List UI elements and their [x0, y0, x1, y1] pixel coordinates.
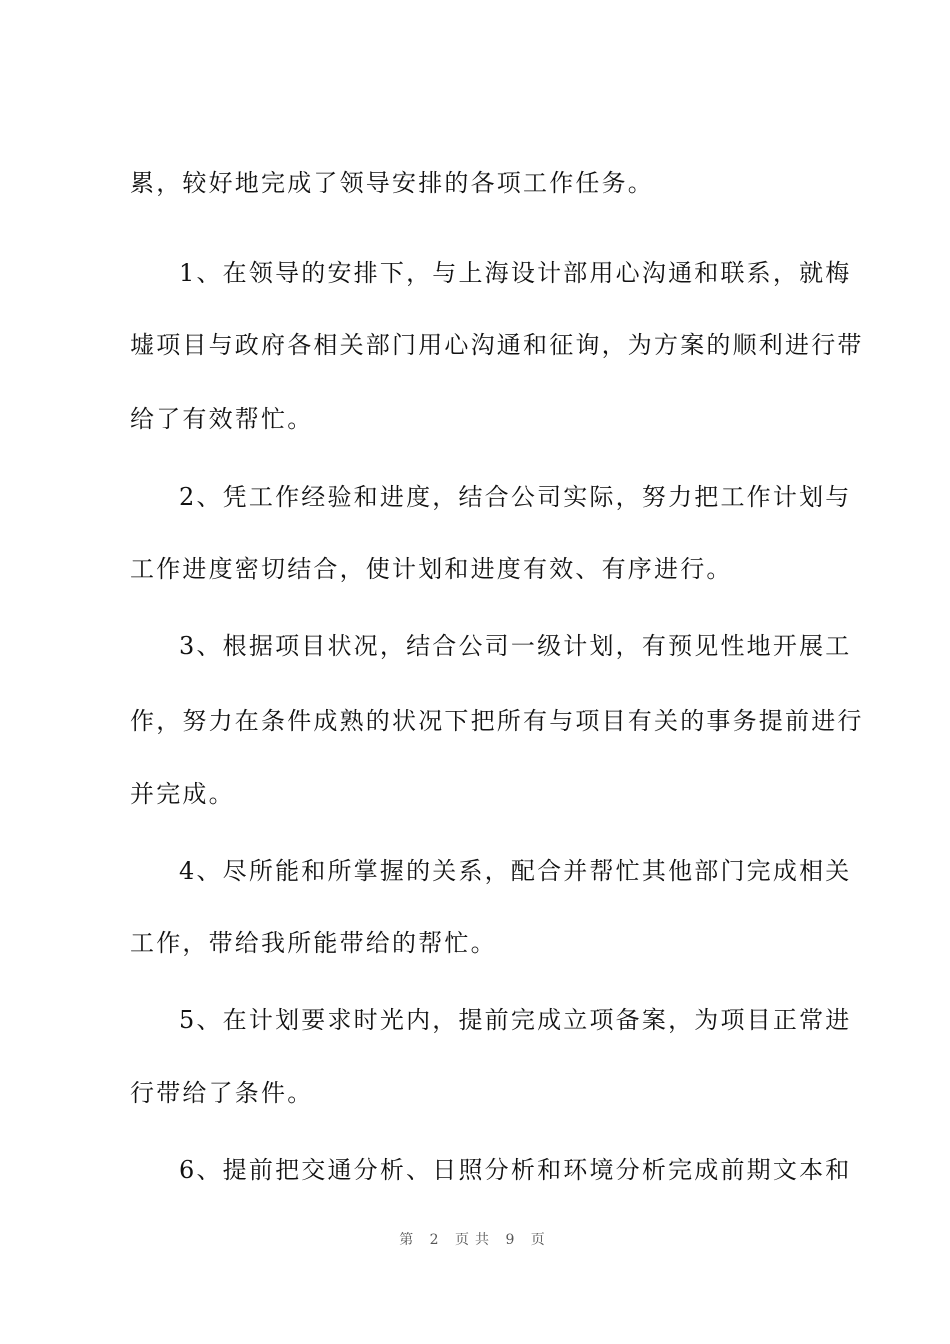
text-line: 工作，带给我所能带给的帮忙。 [130, 929, 497, 957]
paragraph-1-line: 1、在领导的安排下，与上海设计部用心沟通和联系，就梅 [179, 259, 852, 287]
paragraph-3-line: 3、根据项目状况，结合公司一级计划，有预见性地开展工 [179, 632, 852, 660]
text-line: 累，较好地完成了领导安排的各项工作任务。 [130, 169, 654, 197]
text-line: 给了有效帮忙。 [130, 405, 314, 433]
paragraph-4-line: 4、尽所能和所掌握的关系，配合并帮忙其他部门完成相关 [179, 857, 852, 885]
text-line: 工作进度密切结合，使计划和进度有效、有序进行。 [130, 555, 733, 583]
paragraph-2-line: 2、凭工作经验和进度，结合公司实际，努力把工作计划与 [179, 483, 852, 511]
page-number-footer: 第 2 页共 9 页 [399, 1232, 551, 1248]
text-line: 作，努力在条件成熟的状况下把所有与项目有关的事务提前进行 [130, 707, 864, 735]
text-line: 并完成。 [130, 780, 235, 808]
text-line: 墟项目与政府各相关部门用心沟通和征询，为方案的顺利进行带 [130, 331, 864, 359]
paragraph-6-line: 6、提前把交通分析、日照分析和环境分析完成前期文本和 [179, 1156, 852, 1184]
paragraph-5-line: 5、在计划要求时光内，提前完成立项备案，为项目正常进 [179, 1006, 852, 1034]
text-line: 行带给了条件。 [130, 1079, 314, 1107]
